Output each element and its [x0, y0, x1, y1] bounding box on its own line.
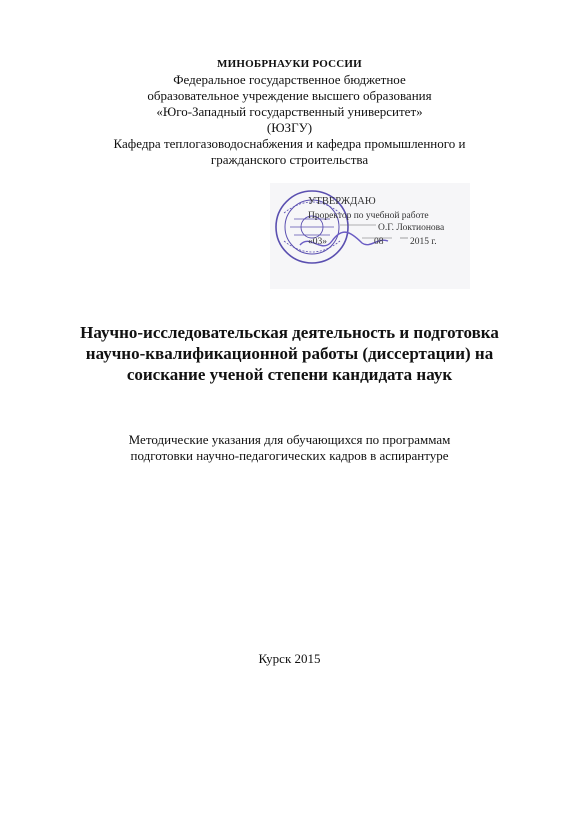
institution-abbreviation: (ЮЗГУ)	[266, 120, 313, 135]
approval-stamp-and-signature	[270, 183, 470, 289]
document-subtitle	[60, 432, 519, 464]
approval-position: Проректор по учебной работе	[308, 211, 429, 221]
department-line-2: гражданского строительства	[210, 152, 369, 167]
approval-date-day: «03»	[308, 237, 327, 247]
approval-block	[270, 183, 470, 289]
institution-line-3: «Юго-Западный государственный университет»	[156, 104, 423, 119]
institution-header	[60, 56, 519, 168]
approval-date-month: 08	[374, 237, 384, 247]
subtitle-line-1: Методические указания для обучающихся по программам	[128, 432, 451, 447]
city-year: Курск 2015	[258, 651, 321, 666]
title-line-1: Научно-исследовательская деятельность и подготовка	[80, 323, 499, 342]
approval-name: О.Г. Локтионова	[378, 223, 445, 233]
title-line-2: научно-квалификационной работы (диссертации) на	[85, 344, 494, 363]
ministry-name: МИНОБРНАУКИ РОССИИ	[217, 58, 362, 70]
subtitle-line-2: подготовки научно-педагогических кадров в аспирантуре	[130, 448, 449, 463]
title-line-3: соискание ученой степени кандидата наук	[126, 365, 453, 384]
approval-heading: УТВЕРЖДАЮ	[308, 196, 376, 207]
document-title	[50, 322, 529, 385]
institution-line-1: Федеральное государственное бюджетное	[173, 72, 406, 87]
approval-date-year: 2015 г.	[410, 237, 437, 247]
department-line-1: Кафедра теплогазоводоснабжения и кафедра промышленного и	[113, 136, 466, 151]
institution-line-2: образовательное учреждение высшего образования	[147, 88, 432, 103]
publication-place-year	[60, 651, 519, 667]
